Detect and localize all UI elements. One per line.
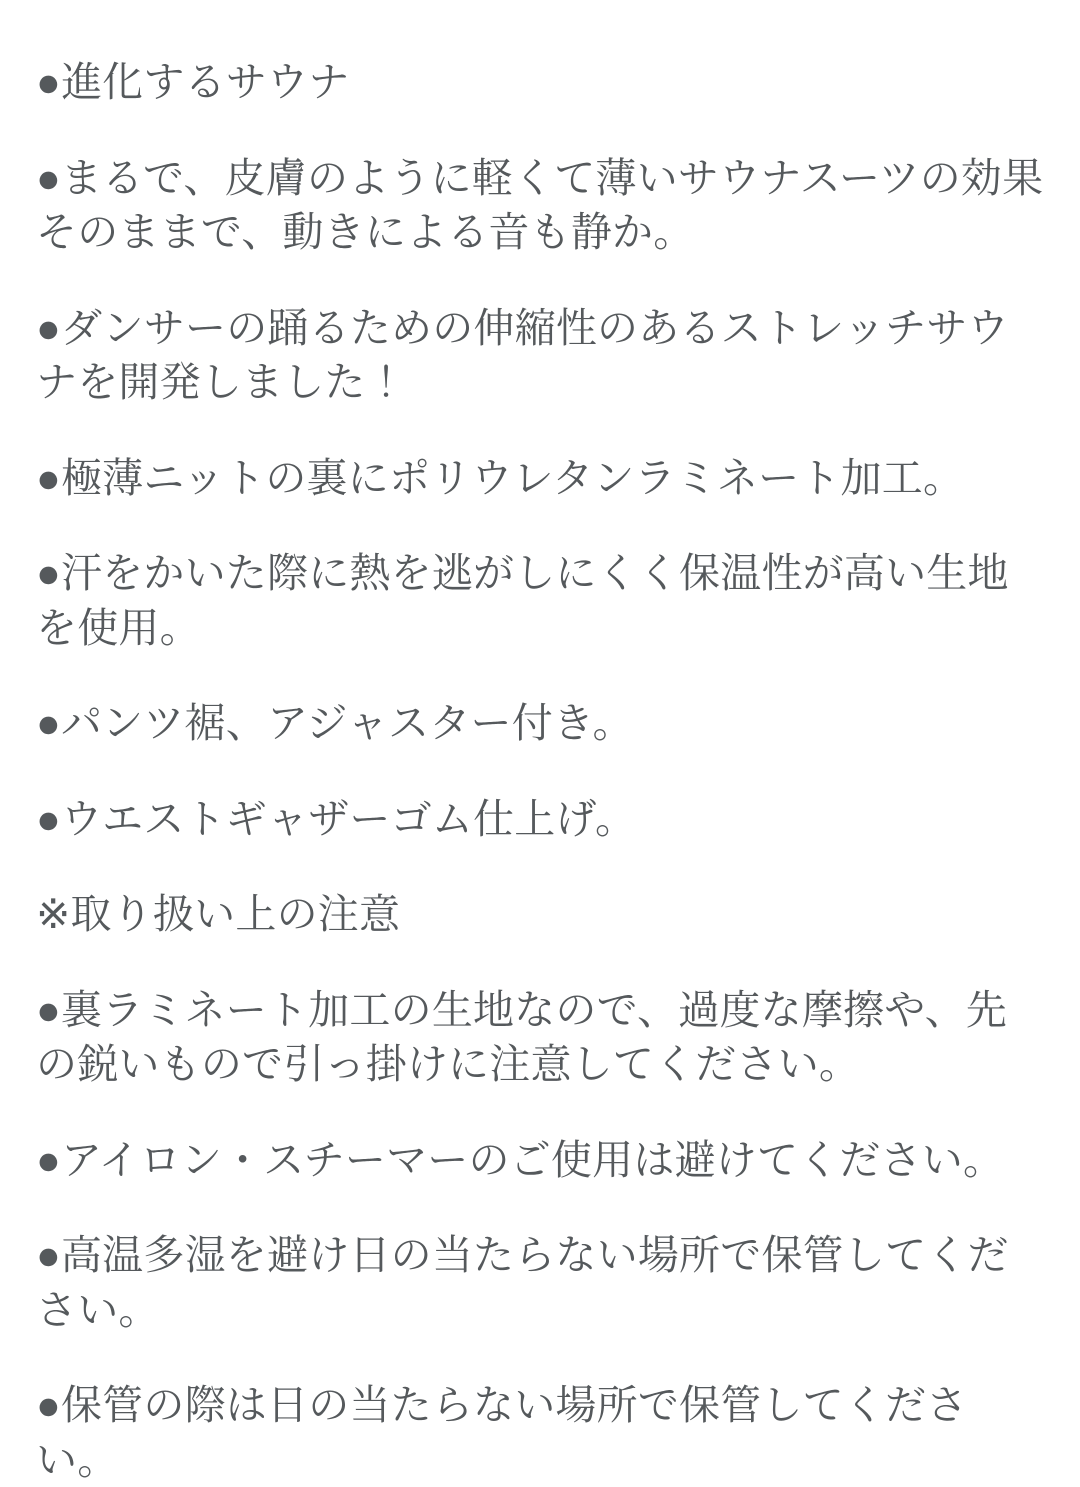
description-line: ●極薄ニットの裏にポリウレタンラミネート加工。	[36, 454, 965, 501]
description-line: ●高温多湿を避け日の当たらない場所で保管してください。	[36, 1232, 1009, 1333]
description-line: ●汗をかいた際に熱を逃がしにくく保温性が高い生地を使用。	[36, 550, 1009, 651]
description-line: ●パンツ裾、アジャスター付き。	[36, 700, 634, 747]
description-line: ●ウエストギャザーゴム仕上げ。	[36, 795, 637, 842]
description-line: ●まるで、皮膚のように軽くて薄いサウナスーツの効果そのままで、動きによる音も静か。	[36, 154, 1044, 256]
description-line: ●進化するサウナ	[36, 59, 350, 105]
description-line: ●保管の際は日の当たらない場所で保管してください。	[36, 1382, 968, 1483]
description-line: ●アイロン・スチーマーのご使用は避けてください。	[36, 1136, 1005, 1183]
description-line: ●ダンサーの踊るための伸縮性のあるストレッチサウナを開発しました！	[36, 304, 1009, 406]
description-line: ●裏ラミネート加工の生地なので、過度な摩擦や、先の鋭いもので引っ掛けに注意してください。	[36, 986, 1008, 1088]
description-line-notice-heading: ※取り扱い上の注意	[36, 891, 401, 938]
